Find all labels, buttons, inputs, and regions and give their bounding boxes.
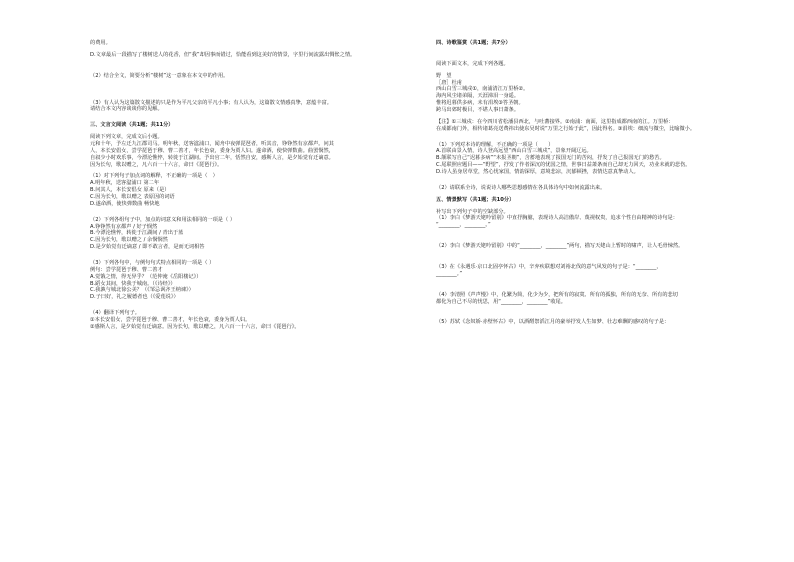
- translate-item-2: ②感斯人言，是夕始觉有迁谪意。因为长句，歌以赠之，凡六百一十六言，命曰《琵琶行》。: [90, 323, 300, 330]
- option-b: B.今漂沦憔悴，转徙于江湖间 / 青出于蓝: [90, 230, 184, 237]
- option-d-line: D.文章最后一段描写了楼树送人的花香，但“我”却因事而错过，恰能看到这美好的情景，字里行间流露出惆怅之情。: [90, 51, 356, 58]
- sub-question-3: （3）下列各句中，与例句句式特点相同的一项是（ ）: [90, 260, 215, 267]
- poem-title: 野 望: [436, 72, 452, 79]
- text-line: 的费用。: [90, 40, 111, 46]
- option-c: C.因为长句，歌以赠之 表原因的词语: [90, 194, 175, 201]
- section-3-title: 三、文言文阅读（共1题；共11分）: [90, 122, 174, 129]
- option-d: D.诗人虽身居草堂，然心忧家国，情韵深厚，意境悲凉，沉郁顿挫，表情达意真挚动人。: [436, 169, 639, 176]
- fill-intro: 补写出下列句子中的空缺部分。: [436, 208, 509, 215]
- option-a: A.明年秋，送客湓浦口 第二年: [90, 180, 160, 187]
- fill-question-3-blank: ________。”: [436, 270, 463, 277]
- fill-question-4: （4）李清照《声声慢》中，化繁为简，化少为少，把所有的寂寞、所有的孤独，所有的无奈、所有的悲切: [436, 291, 678, 298]
- fill-question-1: （1）李白《梦游天姥吟留别》中直抒胸臆，表现诗人高洁傲岸、蔑视权贵，追求个性自由精神的诗句是：: [436, 215, 678, 222]
- section-5-title: 五、情景默写（共1题；共10分）: [436, 196, 515, 203]
- sub-question-2: （2）下列各组句子中，加点的词意义和用法相同的一项是（ ）: [90, 216, 236, 223]
- sub-question-2: （2）请联系全诗，说说诗人哪些思想感情在各具体诗句中如何流露出来。: [436, 184, 606, 191]
- poem-line: 跨马出郊时极目，不堪人事日萧条。: [436, 107, 520, 114]
- example-sentence: 例句：尝学琵琶于穆、曹二善才: [90, 266, 163, 273]
- question-3-line-2: 请结合本文内容谈谈你的见解。: [90, 106, 163, 113]
- option-b: B.蹈女其间，快我于城南。（《诗经》）: [90, 280, 176, 287]
- fill-question-4-cont: 都化为自己不尽的忧思，用“________，________”收尾。: [436, 298, 566, 305]
- passage-line: 因为长句，歌以赠之，凡六百一十六言，命曰《琵琶行》。: [90, 161, 223, 168]
- section-4-title: 四、诗歌鉴赏（共1题；共7分）: [436, 40, 511, 46]
- fill-question-5: （5）苏轼《念奴娇·赤壁怀古》中，以酒酹祭滔江月的豪举抒发人生如梦、壮志难酬的感叹的句子是：: [436, 319, 670, 326]
- question-2: （2）结合全文，简要分析“楼树”这一意象在本文中的作用。: [90, 72, 229, 79]
- option-a: A.首联由景入情，诗人登高远望“西山白雪三城戍”，景象开阔辽远。: [436, 148, 592, 155]
- sub-question-1: （1）下列对本诗的理解，不正确的一项是（ ）: [436, 141, 554, 148]
- option-a: A.觉饿之情，得无异乎？（范仲淹《岳阳楼记》）: [90, 273, 202, 280]
- poem-note: 在成都南门外，相传诸葛亮送费祎出使东吴时说“万里之行始于此”，因此得名。③涓埃：细流与微尘，比喻微小。: [436, 125, 696, 132]
- passage-line: 元和十年，予左迁九江郡司马。明年秋，送客湓浦口，闻舟中夜弹琵琶者，听其音，铮铮然有京都声。问其: [90, 141, 334, 148]
- passage-line: 人，本长安倡女，尝学琵琶于穆、曹二善才，年长色衰，委身为贾人妇。遂命酒，使快弹数曲。曲罢悯然，: [90, 147, 334, 154]
- reading-intro: 阅读下面文本，完成下列各题。: [436, 60, 509, 67]
- translate-item-1: ①本长安倡女，尝学琵琶于穆、曹二善才，年长色衰，委身为贾人妇。: [90, 317, 251, 324]
- fill-question-2: （2）李白《梦游天姥吟留别》中的“________，________”两句，描写天姥山上暂时的啸声，让人毛骨悚然。: [436, 243, 684, 250]
- option-c: C.因为长句，歌以赠之 / 余悯悯然: [90, 237, 168, 244]
- option-a: A.铮铮然有京都声 / 好子悯然: [90, 223, 158, 230]
- option-b: B.颔联写自己“迟暮多病”“未报圣朝”，含蓄地表现了报国无门的苦闷，抒发了自己报国无门的愁苦。: [436, 155, 665, 162]
- right-column: [436, 40, 782, 326]
- left-column: [90, 40, 436, 331]
- option-b: B.问其人，本长安倡女 原来（是）: [90, 187, 170, 194]
- option-d: D.子曰好，礼之履德者也（《爱莲说》）: [90, 294, 179, 301]
- option-c: C.我孰与城北徐公美？（《邹忌讽齐王纳谏》）: [90, 287, 194, 294]
- poem-line: 海内风尘诸弟隔，天涯涕泪一身遥。: [436, 93, 520, 100]
- fill-question-3: （3）在《永遇乐·京口北固亭怀古》中，辛弃疾联想对刘裕北伐的意气风发的句子是：“________，: [436, 264, 662, 271]
- sub-question-4: （4）翻译下列句子。: [90, 310, 140, 317]
- question-3-line-1: （3）有人认为这篇散文描述的只是作为平凡父亲的平凡小事；有人认为，这篇散文情感真挚，意蕴丰富。: [90, 99, 332, 106]
- fill-question-1-blank: “________，________。”: [436, 222, 491, 229]
- poem-line: 惟将迟暮供多病，未有涓埃③答圣朝。: [436, 100, 524, 107]
- option-d: D.遂命酒，使快弹数曲 畅快地: [90, 200, 160, 207]
- sub-question-1: （1）对下列句子加点词的解释，不正确的一项是（ ）: [90, 173, 218, 180]
- passage-intro: 阅读下列文章，完成文后小题。: [90, 134, 163, 141]
- option-d: D.是夕始觉有迁谪意 / 即不敢言者，是而无词相答: [90, 244, 205, 251]
- option-c: C.尾联照应题目——“野望”，抒发了作者深沉的忧国之情，世事日益萧条而自己却无力回天，功业未就的悲伤。: [436, 162, 691, 169]
- poem-line: 西山白雪三城戍①，南浦清江万里桥②。: [436, 86, 529, 93]
- poem-author: ［唐］杜甫: [436, 79, 462, 86]
- passage-line: 自叙少小时欢乐事，今漂沦憔悴，转徙于江湖间。予出官二年，恬然自安，感斯人言，是夕始觉有迁谪意。: [90, 154, 334, 161]
- poem-note: 【注】①三城戍：在今四川省松潘县西北，与吐蕃接界。②南浦：南面，这里指成都西南的江。万里桥：: [436, 118, 674, 125]
